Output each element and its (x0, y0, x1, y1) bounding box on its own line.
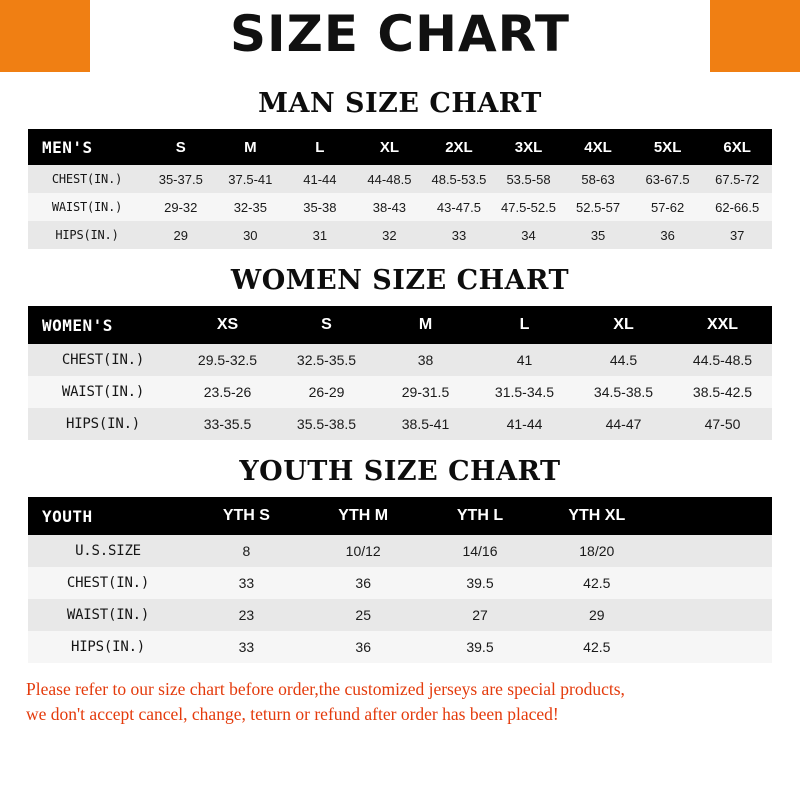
men-col-0: S (146, 129, 216, 165)
men-r1-c3: 38-43 (355, 193, 425, 221)
table-row (28, 535, 772, 567)
women-r1-c1: 26-29 (277, 376, 376, 408)
men-r0-c7: 63-67.5 (633, 165, 703, 193)
table-row (28, 165, 772, 193)
men-r2-c5: 34 (494, 221, 564, 249)
youth-row-1-label: CHEST(IN.) (28, 567, 188, 599)
men-section-title: MAN SIZE CHART (258, 88, 542, 119)
men-r2-c7: 36 (633, 221, 703, 249)
youth-r1-c3: 42.5 (538, 567, 655, 599)
men-r2-c3: 32 (355, 221, 425, 249)
women-r0-c1: 32.5-35.5 (277, 344, 376, 376)
youth-row-0-label: U.S.SIZE (28, 535, 188, 567)
women-col-4: XL (574, 306, 673, 344)
women-row-0-label: CHEST(IN.) (28, 344, 178, 376)
men-r2-c2: 31 (285, 221, 355, 249)
youth-r1-spacer (655, 567, 772, 599)
youth-r2-c1: 25 (305, 599, 422, 631)
youth-row-3-label: HIPS(IN.) (28, 631, 188, 663)
youth-col-2: YTH L (422, 497, 539, 535)
youth-r3-c0: 33 (188, 631, 305, 663)
men-r2-c0: 29 (146, 221, 216, 249)
youth-row-2-label: WAIST(IN.) (28, 599, 188, 631)
men-col-4: 2XL (424, 129, 494, 165)
youth-r3-c2: 39.5 (422, 631, 539, 663)
women-r0-c2: 38 (376, 344, 475, 376)
women-r1-c5: 38.5-42.5 (673, 376, 772, 408)
men-row-2-label: HIPS(IN.) (28, 221, 146, 249)
youth-r1-c0: 33 (188, 567, 305, 599)
women-row-2-label: HIPS(IN.) (28, 408, 178, 440)
women-col-1: S (277, 306, 376, 344)
men-r1-c4: 43-47.5 (424, 193, 494, 221)
men-r0-c1: 37.5-41 (216, 165, 286, 193)
table-header-row (28, 306, 772, 344)
men-r0-c3: 44-48.5 (355, 165, 425, 193)
men-col-6: 4XL (563, 129, 633, 165)
women-r2-c1: 35.5-38.5 (277, 408, 376, 440)
women-col-3: L (475, 306, 574, 344)
youth-r0-c0: 8 (188, 535, 305, 567)
men-corner-label: MEN'S (28, 129, 146, 165)
women-corner-label: WOMEN'S (28, 306, 178, 344)
men-r1-c1: 32-35 (216, 193, 286, 221)
youth-size-table (28, 497, 772, 663)
men-row-1-label: WAIST(IN.) (28, 193, 146, 221)
women-col-0: XS (178, 306, 277, 344)
youth-table-head (28, 497, 772, 535)
table-row (28, 631, 772, 663)
men-col-3: XL (355, 129, 425, 165)
table-row (28, 221, 772, 249)
women-r1-c4: 34.5-38.5 (574, 376, 673, 408)
table-row (28, 567, 772, 599)
table-row (28, 344, 772, 376)
women-r2-c3: 41-44 (475, 408, 574, 440)
header-banner (0, 0, 800, 72)
men-r0-c8: 67.5-72 (702, 165, 772, 193)
table-row (28, 599, 772, 631)
men-r2-c1: 30 (216, 221, 286, 249)
youth-r2-c2: 27 (422, 599, 539, 631)
youth-col-0: YTH S (188, 497, 305, 535)
youth-r0-spacer (655, 535, 772, 567)
youth-table-body (28, 535, 772, 663)
youth-r2-c3: 29 (538, 599, 655, 631)
women-r2-c0: 33-35.5 (178, 408, 277, 440)
men-r0-c0: 35-37.5 (146, 165, 216, 193)
men-row-0-label: CHEST(IN.) (28, 165, 146, 193)
youth-corner-label: YOUTH (28, 497, 188, 535)
men-r1-c5: 47.5-52.5 (494, 193, 564, 221)
youth-col-1: YTH M (305, 497, 422, 535)
youth-r3-spacer (655, 631, 772, 663)
men-r1-c8: 62-66.5 (702, 193, 772, 221)
youth-r1-c2: 39.5 (422, 567, 539, 599)
women-table-head (28, 306, 772, 344)
youth-r2-c0: 23 (188, 599, 305, 631)
youth-r0-c3: 18/20 (538, 535, 655, 567)
table-header-row (28, 497, 772, 535)
women-row-1-label: WAIST(IN.) (28, 376, 178, 408)
men-col-2: L (285, 129, 355, 165)
women-section-title: WOMEN SIZE CHART (230, 265, 570, 296)
youth-r3-c1: 36 (305, 631, 422, 663)
men-col-7: 5XL (633, 129, 703, 165)
men-col-1: M (216, 129, 286, 165)
men-table-head (28, 129, 772, 165)
men-r1-c0: 29-32 (146, 193, 216, 221)
youth-r3-c3: 42.5 (538, 631, 655, 663)
women-col-2: M (376, 306, 475, 344)
men-r1-c2: 35-38 (285, 193, 355, 221)
men-r2-c8: 37 (702, 221, 772, 249)
women-r2-c5: 47-50 (673, 408, 772, 440)
women-r0-c3: 41 (475, 344, 574, 376)
table-header-row (28, 129, 772, 165)
table-row (28, 376, 772, 408)
charts-container (0, 72, 800, 663)
men-r1-c7: 57-62 (633, 193, 703, 221)
men-r2-c6: 35 (563, 221, 633, 249)
table-row (28, 193, 772, 221)
page-title: SIZE CHART (229, 5, 571, 63)
youth-r0-c2: 14/16 (422, 535, 539, 567)
men-r0-c6: 58-63 (563, 165, 633, 193)
table-row (28, 408, 772, 440)
youth-r1-c1: 36 (305, 567, 422, 599)
men-r0-c2: 41-44 (285, 165, 355, 193)
men-r0-c5: 53.5-58 (494, 165, 564, 193)
youth-r2-spacer (655, 599, 772, 631)
men-r0-c4: 48.5-53.5 (424, 165, 494, 193)
footer-line-2: we don't accept cancel, change, teturn or refund after order has been placed! (26, 704, 559, 725)
youth-r0-c1: 10/12 (305, 535, 422, 567)
footer-disclaimer (0, 663, 800, 728)
men-col-5: 3XL (494, 129, 564, 165)
women-table-body (28, 344, 772, 440)
women-size-table (28, 306, 772, 440)
men-r2-c4: 33 (424, 221, 494, 249)
men-r1-c6: 52.5-57 (563, 193, 633, 221)
men-size-table (28, 129, 772, 249)
youth-col-spacer (655, 497, 772, 535)
women-r0-c5: 44.5-48.5 (673, 344, 772, 376)
header-banner-inner (90, 0, 710, 72)
women-r1-c3: 31.5-34.5 (475, 376, 574, 408)
women-r0-c4: 44.5 (574, 344, 673, 376)
youth-section-title: YOUTH SIZE CHART (239, 456, 561, 487)
women-col-5: XXL (673, 306, 772, 344)
women-r2-c4: 44-47 (574, 408, 673, 440)
footer-line-1: Please refer to our size chart before order,the customized jerseys are special products, (26, 679, 625, 699)
women-r1-c2: 29-31.5 (376, 376, 475, 408)
women-r0-c0: 29.5-32.5 (178, 344, 277, 376)
women-r1-c0: 23.5-26 (178, 376, 277, 408)
men-col-8: 6XL (702, 129, 772, 165)
women-r2-c2: 38.5-41 (376, 408, 475, 440)
men-table-body (28, 165, 772, 249)
youth-col-3: YTH XL (538, 497, 655, 535)
